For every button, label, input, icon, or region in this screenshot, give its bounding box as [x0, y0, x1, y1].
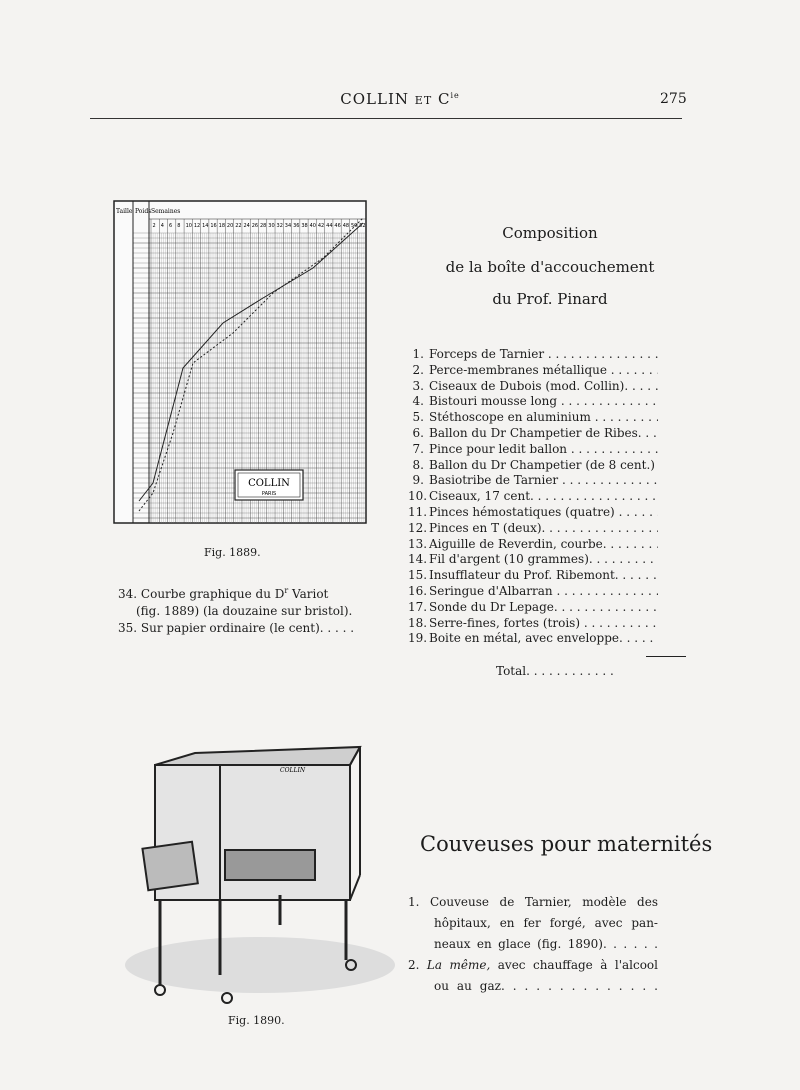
item-num: 4. [412, 394, 424, 409]
column-taille: Taille [116, 208, 133, 215]
list-item [408, 616, 658, 632]
growth-chart-figure [113, 193, 369, 525]
list-item [408, 631, 658, 647]
item-text: Variot [288, 587, 329, 601]
item-sup: r [284, 586, 289, 595]
item-text: Pince pour ledit ballon . . . [429, 442, 658, 458]
list-item [408, 521, 658, 537]
week-label: 10 [185, 223, 192, 229]
item-num: 19. [408, 631, 428, 646]
list-item [408, 552, 658, 568]
list-item [408, 394, 658, 410]
list-item [408, 442, 658, 458]
left-items [118, 582, 358, 637]
list-item [408, 473, 658, 489]
item-text: Sur papier ordinaire (le cent). . . . . [140, 621, 355, 635]
couveuse-item-1-line2: hôpitaux, en fer forgé, avec pan- [434, 916, 658, 930]
couveuse-item-2 [408, 955, 658, 976]
week-label: 8 [177, 223, 181, 229]
item-text: Serre-fines, fortes (trois) . . . [429, 616, 658, 632]
composition-author: du Prof. Pinard [492, 290, 608, 308]
item-34-line2: (fig. 1889) (la douzaine sur bristol). [136, 604, 353, 618]
item-num: 10. [408, 489, 428, 504]
incubator-label: COLLIN [280, 767, 306, 774]
composition-title: Composition [502, 224, 598, 242]
item-num: 1. [412, 347, 424, 361]
list-item [408, 537, 658, 553]
total-rule [646, 656, 686, 657]
week-label: 24 [243, 223, 250, 229]
week-label: 38 [301, 223, 308, 229]
week-label: 42 [317, 223, 325, 229]
column-semaines: Semaines [151, 208, 181, 215]
item-num: 13. [408, 536, 428, 551]
item-text: Boite en métal, avec enveloppe. . . . [429, 631, 658, 647]
fig-1890-caption: Fig. 1890. [228, 1014, 285, 1027]
composition-list [408, 347, 658, 647]
list-item [408, 363, 658, 379]
header-collin: COLLIN [340, 90, 410, 108]
week-label: 12 [193, 223, 201, 229]
week-label: 34 [284, 223, 292, 229]
couveuses-title: Couveuses pour maternités [420, 832, 713, 856]
item-text: Seringue d'Albarran . . . [429, 584, 658, 600]
item-num: 11. [408, 504, 428, 519]
item-text: Courbe graphique du D [140, 587, 285, 601]
couveuse-item-2-line2: ou au gaz. . . . . . . . . . . . . . [434, 979, 658, 993]
item-text: Insufflateur du Prof. Ribemont. . . . [429, 568, 658, 584]
item-num: 18. [408, 615, 428, 630]
item-text: Pinces hémostatiques (quatre) . . . [429, 505, 658, 521]
header-et: ET [414, 94, 433, 107]
logo-city: PARIS [261, 491, 277, 497]
week-label: 50 [350, 223, 358, 229]
week-label: 16 [210, 223, 217, 229]
week-label: 2 [152, 223, 156, 229]
week-label: 46 [334, 223, 341, 229]
item-num: 9. [412, 473, 424, 488]
week-label: 20 [226, 223, 234, 229]
logo-name: COLLIN [248, 478, 290, 489]
week-label: 4 [160, 223, 164, 229]
list-item [408, 426, 658, 442]
item-text: Ciseaux, 17 cent. . . . [429, 489, 658, 505]
week-label: 48 [342, 223, 350, 229]
item-text: Bistouri mousse long . . . [429, 394, 658, 410]
week-label: 30 [268, 223, 275, 229]
item-num: 7. [412, 441, 424, 456]
couveuse-item-1-line3: neaux en glace (fig. 1890). . . . . . [434, 937, 658, 951]
list-item [408, 410, 658, 426]
composition-subtitle: de la boîte d'accouchement [445, 258, 655, 276]
list-item [408, 505, 658, 521]
item-35 [118, 620, 358, 637]
item-text: Ballon du Dr Champetier de Ribes. . . . [429, 426, 658, 442]
item-text: Couveuse de Tarnier, modèle des [429, 895, 658, 909]
item-num: 8. [412, 457, 424, 472]
item-text: Aiguille de Reverdin, courbe. . . . [429, 537, 658, 553]
item-num: 6. [412, 425, 424, 440]
week-label: 32 [276, 223, 283, 229]
item-text: Basiotribe de Tarnier . . . [429, 473, 658, 489]
item-num: 17. [408, 599, 428, 614]
week-label: 26 [251, 223, 259, 229]
couveuse-item-1 [408, 892, 658, 913]
item-text: avec chauffage à l'alcool [490, 958, 658, 972]
week-label: 14 [202, 223, 209, 229]
week-label: 6 [169, 223, 173, 229]
list-item [408, 568, 658, 584]
item-text: Forceps de Tarnier . . . [429, 347, 658, 363]
item-num: 14. [408, 552, 428, 567]
item-num: 15. [408, 568, 428, 583]
couveuses-list [408, 892, 658, 997]
item-num: 3. [412, 378, 424, 393]
week-label: 18 [218, 223, 226, 229]
list-item [408, 584, 658, 600]
week-label: 52 [359, 223, 366, 229]
list-item [408, 600, 658, 616]
week-label: 40 [309, 223, 316, 229]
header-cie: C [437, 90, 451, 108]
item-text: Fil d'argent (10 grammes). . . . [429, 552, 658, 568]
week-label: 36 [293, 223, 300, 229]
week-label: 28 [260, 223, 267, 229]
item-text: Stéthoscope en aluminium . . . [429, 410, 658, 426]
item-num: 1. [408, 895, 420, 909]
incubator-illustration [110, 735, 400, 1010]
list-item [408, 379, 658, 395]
item-num: 12. [408, 520, 428, 535]
total-line: Total. . . . . . . . . . . . [496, 664, 614, 678]
item-num: 35. [118, 621, 138, 635]
column-poids: Poids [135, 208, 152, 215]
item-num: 5. [412, 410, 424, 425]
item-text: Ballon du Dr Champetier (de 8 cent.) . . . [429, 458, 658, 474]
week-label: 22 [235, 223, 242, 229]
item-num: 2. [408, 958, 420, 972]
item-num: 16. [408, 583, 428, 598]
item-34 [118, 582, 358, 603]
week-label: 44 [326, 223, 333, 229]
list-item [408, 347, 658, 363]
header-cie-sup: ie [450, 91, 460, 100]
list-item [408, 458, 658, 474]
item-text: Sonde du Dr Lepage. . . . [429, 600, 658, 616]
item-num: 34. [118, 587, 138, 601]
item-text: Pinces en T (deux). . . . [429, 521, 658, 537]
item-text: Perce-membranes métallique . . . [429, 363, 658, 379]
fig-1889-caption: Fig. 1889. [204, 546, 261, 559]
item-text: Ciseaux de Dubois (mod. Collin). . . . [429, 379, 658, 395]
item-num: 2. [412, 362, 424, 377]
header-rule [90, 118, 682, 119]
list-item [408, 489, 658, 505]
item-emphasis: La même, [426, 958, 491, 972]
page-number: 275 [660, 91, 687, 107]
